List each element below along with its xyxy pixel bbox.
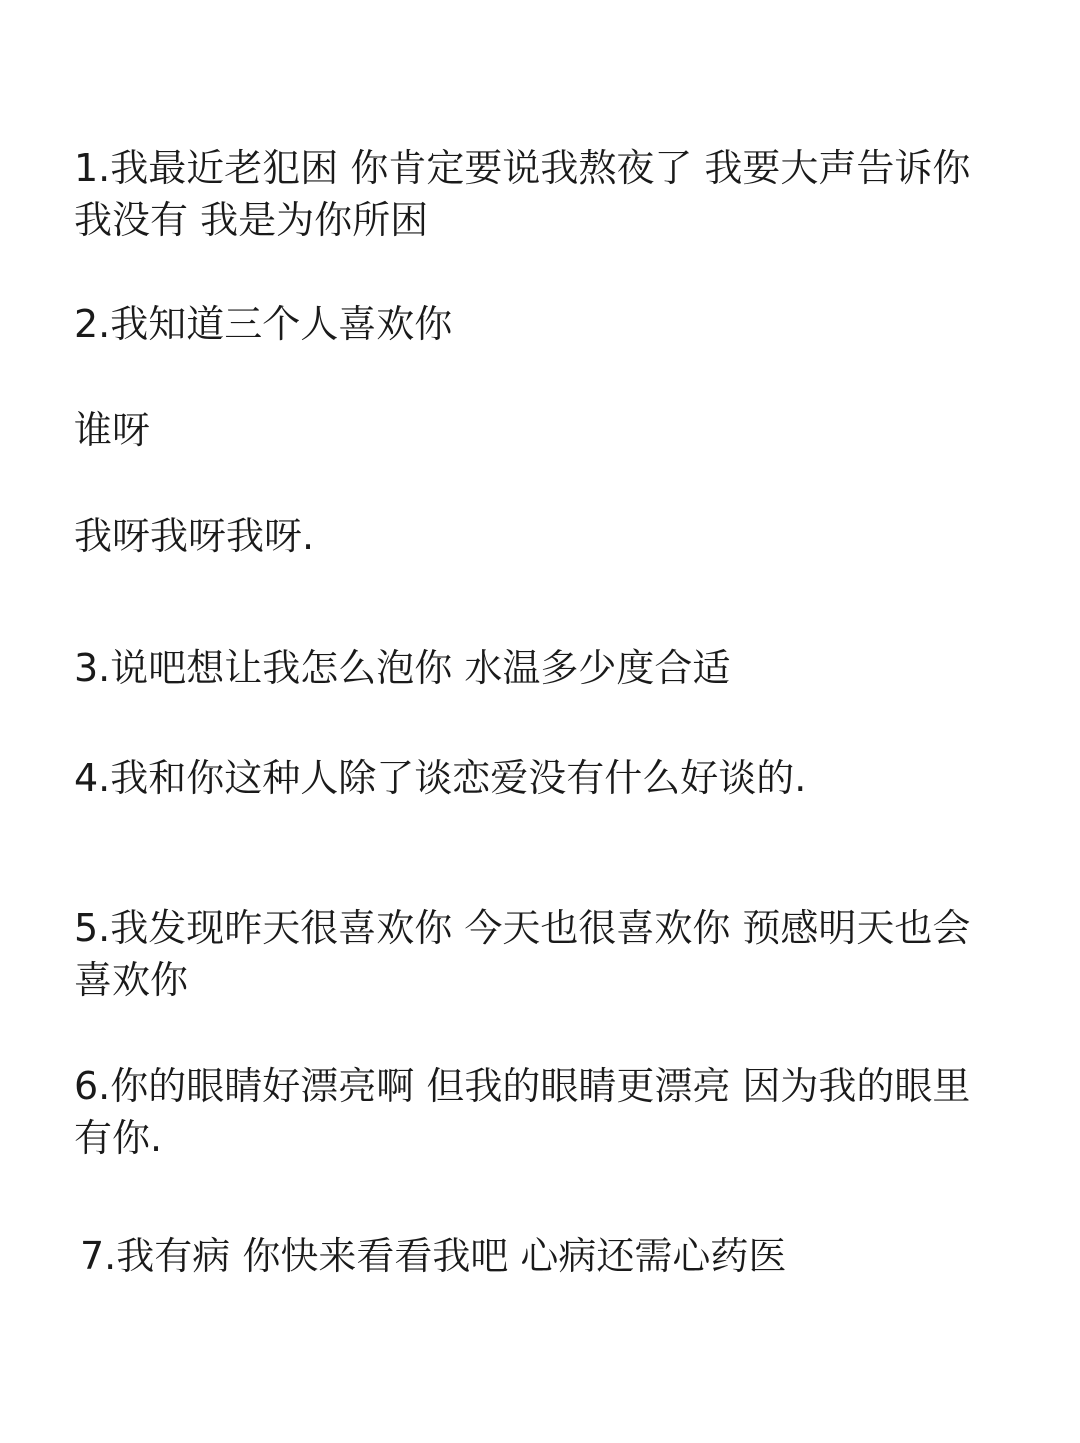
paragraph-question: 谁呀 (74, 408, 151, 452)
paragraph-4: 4.我和你这种人除了谈恋爱没有什么好谈的. (74, 756, 807, 800)
paragraph-7: 7.我有病 你快来看看我吧 心病还需心药医 (80, 1234, 787, 1278)
paragraph-5: 5.我发现昨天很喜欢你 今天也很喜欢你 预感明天也会喜欢你 (74, 906, 971, 1002)
paragraph-answer: 我呀我呀我呀. (74, 514, 315, 558)
paragraph-2: 2.我知道三个人喜欢你 (74, 302, 453, 346)
paragraph-3: 3.说吧想让我怎么泡你 水温多少度合适 (74, 646, 731, 690)
paragraph-6: 6.你的眼睛好漂亮啊 但我的眼睛更漂亮 因为我的眼里有你. (74, 1064, 971, 1160)
paragraph-1: 1.我最近老犯困 你肯定要说我熬夜了 我要大声告诉你我没有 我是为你所困 (74, 146, 971, 242)
